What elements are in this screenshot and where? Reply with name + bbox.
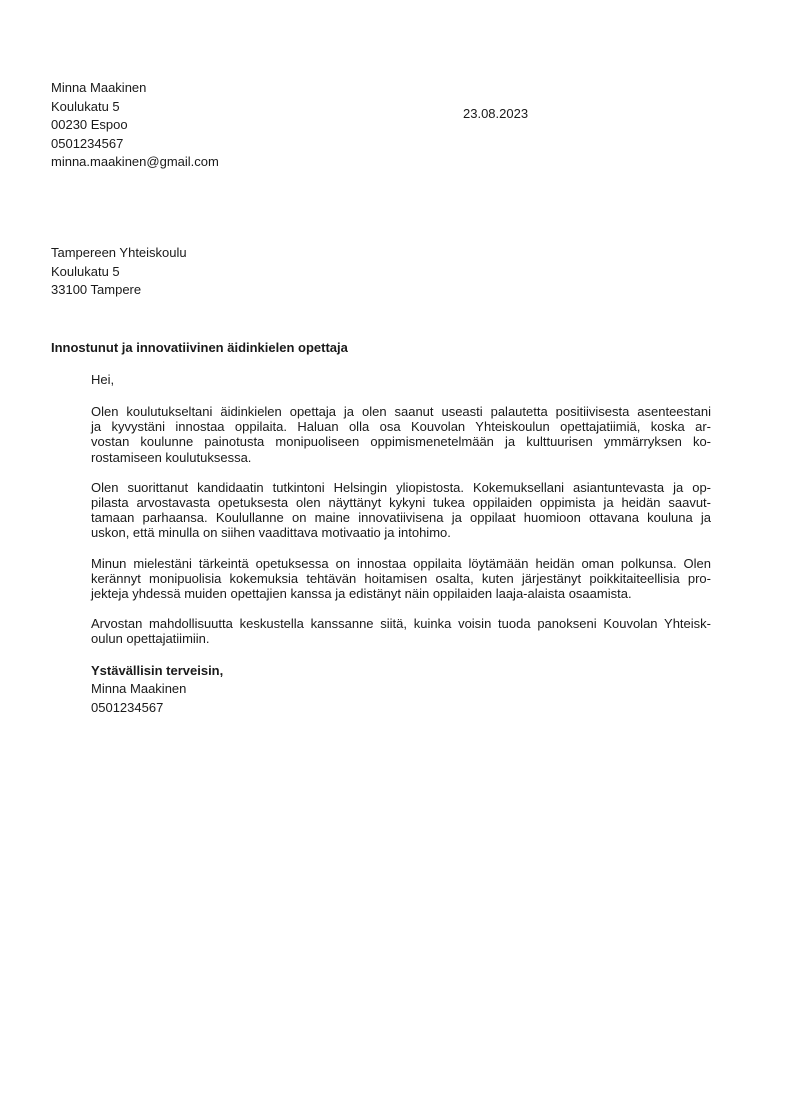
signature-phone: 0501234567: [91, 699, 164, 715]
signature-name: Minna Maakinen: [91, 681, 187, 697]
paragraph-4: [91, 616, 711, 646]
paragraph-line: rostamiseen koulutuksessa.: [91, 449, 252, 465]
recipient-address-block: [51, 244, 187, 300]
greeting: Hei,: [91, 372, 115, 387]
paragraph-line: Olen suorittanut kandidaatin tutkintoni Helsingin yliopistosta. Kokemuksellani asiantuntevasta ja op-: [91, 479, 711, 495]
paragraph-line: uskon, että minulla on siihen vaadittava motivaatio ja intohimo.: [91, 525, 451, 541]
sender-name: Minna Maakinen: [51, 80, 147, 95]
letter-body: [91, 371, 711, 717]
paragraph-line: Arvostan mahdollisuutta keskustella kanssanne siitä, kuinka voisin tuoda panokseni Kouvolan Yhteisk-: [91, 616, 711, 632]
letter-date: 23.08.2023: [463, 106, 529, 121]
paragraph-line: jekteja yhdessä muiden opettajien kanssa ja edistänyt näin oppilaiden laaja-alaista osaamista.: [91, 586, 632, 602]
letter-subject: Innostunut ja innovatiivinen äidinkielen opettaja: [51, 340, 348, 355]
paragraph-line: pilasta arvostavasta opetuksesta olen näyttänyt kykyni tukea oppilaiden oppimista ja heidän saavut-: [91, 495, 711, 511]
recipient-street: Koulukatu 5: [51, 263, 120, 279]
paragraph-line: ja kyvystäni innostaa oppilaita. Haluan olla osa Kouvolan Yhteiskoulun opettajatiimiä, koska ar-: [91, 419, 711, 435]
paragraph-1: [91, 404, 711, 465]
paragraph-3: [91, 556, 711, 602]
paragraph-line: kerännyt monipuolisia kokemuksia tehtävän hoitamisen osalta, kuten järjestänyt poikkitaiteellisia pro-: [91, 570, 711, 586]
paragraph-line: tamaan parhaansa. Koulullanne on maine innovatiivisena ja oppilaat huomioon ottavana kouluna ja: [91, 510, 711, 526]
sender-postal: 00230 Espoo: [51, 117, 128, 132]
paragraph-line: Olen koulutukseltani äidinkielen opettaja ja olen saanut useasti palautetta positiivisesta asenteestani: [91, 404, 711, 419]
sender-phone: 0501234567: [51, 135, 124, 151]
recipient-postal: 33100 Tampere: [51, 282, 142, 297]
sender-address-block: [51, 79, 219, 172]
sender-street: Koulukatu 5: [51, 98, 120, 114]
paragraph-line: oulun opettajatiimiin.: [91, 631, 210, 647]
paragraph-line: vostan koulunne painotusta monipuoliseen oppimismenetelmään ja kulttuurisen ymmärryksen ko-: [91, 434, 711, 450]
sender-email: minna.maakinen@gmail.com: [51, 154, 219, 169]
recipient-name: Tampereen Yhteiskoulu: [51, 245, 187, 260]
paragraph-line: Minun mielestäni tärkeintä opetuksessa on innostaa oppilaita löytämään heidän oman polkunsa. Olen: [91, 555, 711, 571]
closing: Ystävällisin terveisin,: [91, 662, 224, 678]
paragraph-2: [91, 480, 711, 541]
